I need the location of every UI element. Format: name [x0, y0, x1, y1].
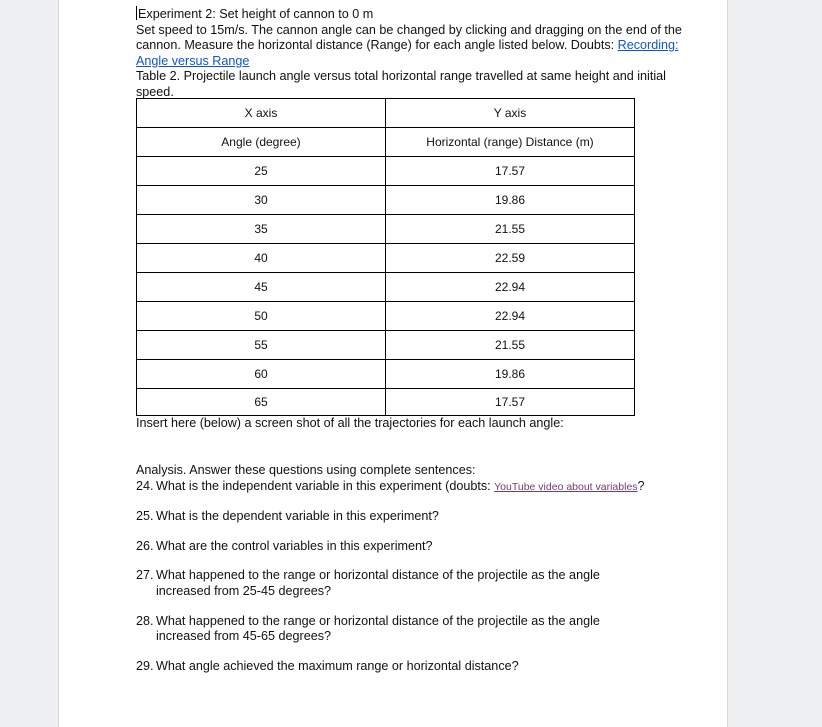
- analysis-section: [136, 463, 656, 674]
- table-row: [137, 389, 635, 416]
- range-cell: 17.57: [386, 157, 635, 186]
- angle-cell: 65: [137, 389, 386, 416]
- analysis-heading: Analysis. Answer these questions using complete sentences:: [136, 463, 476, 477]
- range-cell: 22.59: [386, 244, 635, 273]
- instructions: Set speed to 15m/s. The cannon angle can be changed by clicking and dragging on the end of the cannon. Measure the horizontal distance (Range) for each angle listed below. Doubts: Recording: Angle versus Range: [136, 22, 682, 68]
- table-row: [137, 215, 635, 244]
- range-cell: 19.86: [386, 186, 635, 215]
- range-cell: 22.94: [386, 273, 635, 302]
- document-page: [58, 0, 728, 727]
- table-header-cell: Horizontal (range) Distance (m): [386, 128, 635, 157]
- experiment-title: Experiment 2: Set height of cannon to 0 m: [138, 7, 374, 21]
- question-27: 27. What happened to the range or horizontal distance of the projectile as the angle increased from 25-45 degrees?: [136, 568, 600, 598]
- question-25: 25. What is the dependent variable in this experiment?: [136, 509, 439, 524]
- table-row: [137, 244, 635, 273]
- question-26: 26. What are the control variables in this experiment?: [136, 538, 433, 553]
- angle-cell: 50: [137, 302, 386, 331]
- question-24: 24. What is the independent variable in this experiment (doubts: YouTube video about variables?: [136, 478, 645, 493]
- table-header-cell: Angle (degree): [137, 128, 386, 157]
- document-content: [136, 0, 696, 673]
- angle-cell: 55: [137, 331, 386, 360]
- youtube-link[interactable]: YouTube video about variables: [494, 480, 638, 493]
- table-row: [137, 273, 635, 302]
- question-28: 28. What happened to the range or horizontal distance of the projectile as the angle increased from 45-65 degrees?: [136, 613, 600, 644]
- data-table: [136, 98, 635, 416]
- table-row: [137, 302, 635, 331]
- table-row: [137, 186, 635, 215]
- table-header-row: [137, 128, 635, 157]
- angle-cell: 30: [137, 186, 386, 215]
- angle-cell: 60: [137, 360, 386, 389]
- range-cell: 21.55: [386, 215, 635, 244]
- angle-cell: 40: [137, 244, 386, 273]
- table-header-row: [137, 99, 635, 128]
- range-cell: 17.57: [386, 389, 635, 416]
- angle-cell: 25: [137, 157, 386, 186]
- table-header-cell: X axis: [137, 99, 386, 128]
- table-row: [137, 360, 635, 389]
- range-cell: 19.86: [386, 360, 635, 389]
- table-header-cell: Y axis: [386, 99, 635, 128]
- question-29: 29. What angle achieved the maximum range or horizontal distance?: [136, 658, 519, 673]
- insert-screenshot-instruction: Insert here (below) a screen shot of all the trajectories for each launch angle:: [136, 416, 564, 430]
- text-cursor: [136, 6, 137, 20]
- angle-cell: 35: [137, 215, 386, 244]
- recording-link[interactable]: Recording: Angle versus Range: [136, 38, 679, 68]
- range-cell: 21.55: [386, 331, 635, 360]
- table-caption: Table 2. Projectile launch angle versus total horizontal range travelled at same height and initial speed.: [136, 69, 666, 99]
- intro-block: [136, 0, 696, 101]
- table-row: [137, 331, 635, 360]
- range-cell: 22.94: [386, 302, 635, 331]
- table-row: [137, 157, 635, 186]
- angle-cell: 45: [137, 273, 386, 302]
